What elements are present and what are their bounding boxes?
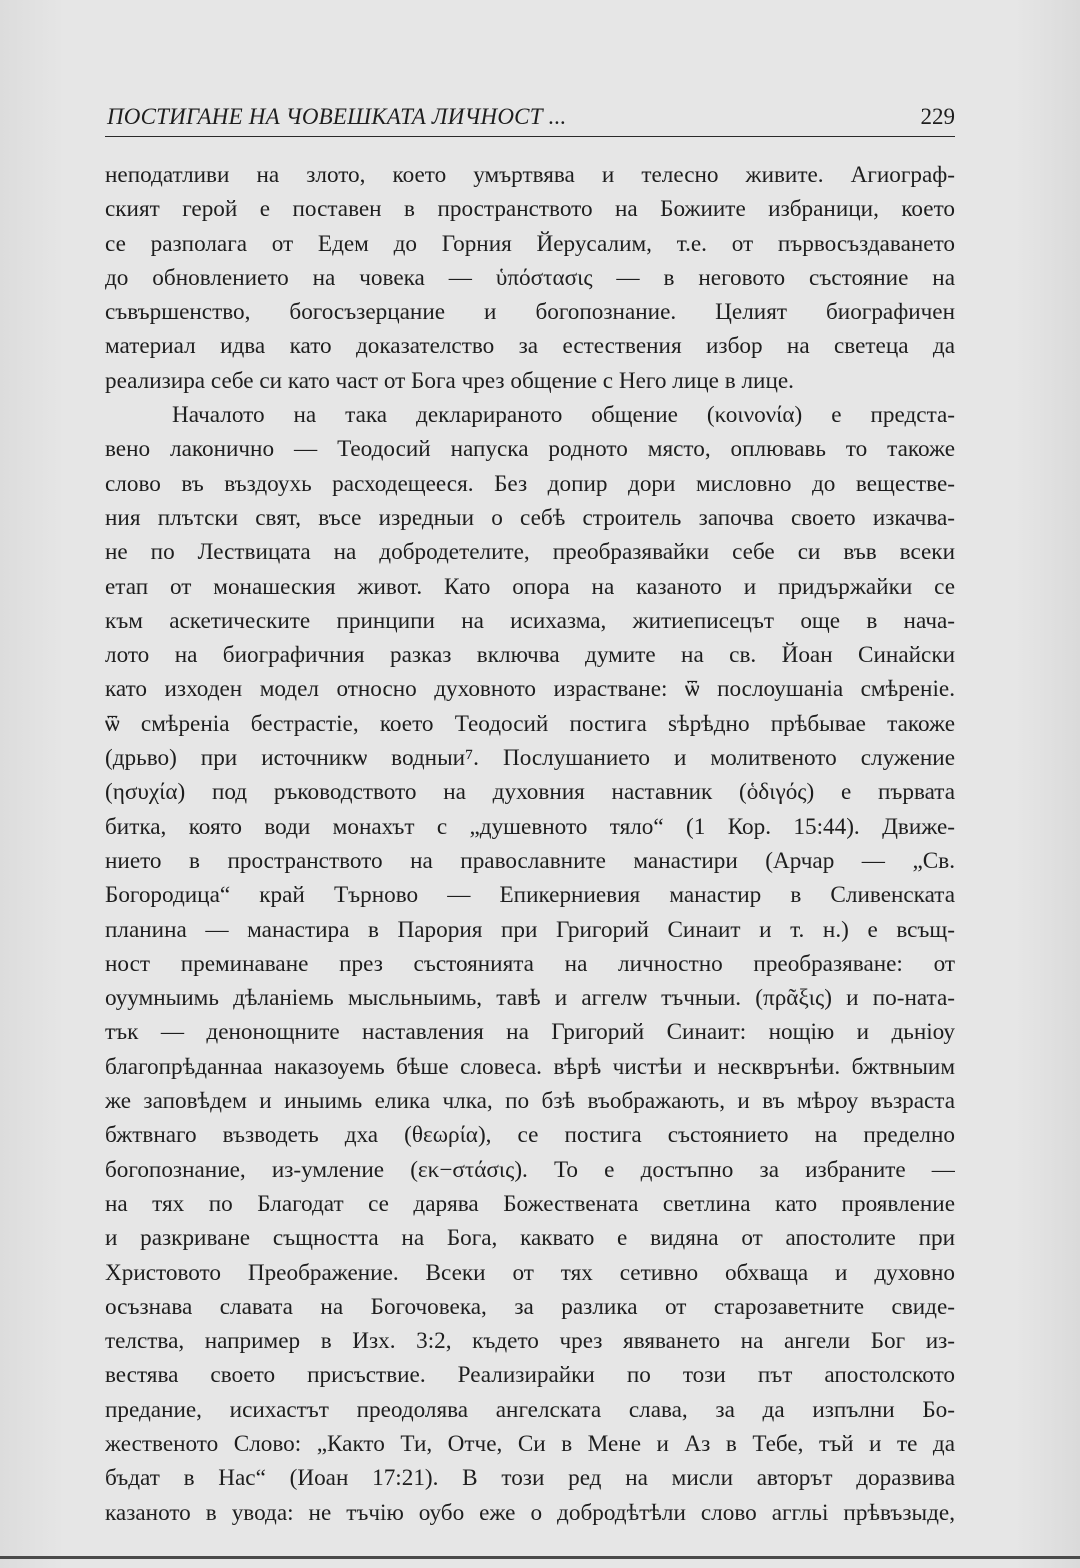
running-header bbox=[105, 96, 955, 137]
text-line: планина — манастира в Парория при Григорий Синаит и т. н.) е всъщ- bbox=[105, 916, 955, 943]
text-line: тък — денонощните наставления на Григорий Синаит: нощію и дьніоу bbox=[105, 1019, 955, 1046]
text-line: неподатливи на злото, което умъртвява и телесно живите. Агиограф- bbox=[105, 162, 955, 188]
running-title: ПОСТИГАНЕ НА ЧОВЕШКАТА ЛИЧНОСТ ... bbox=[107, 104, 567, 129]
text-line: нието в пространството на православните манастири (Арчар — „Св. bbox=[105, 847, 955, 874]
body-text bbox=[105, 158, 955, 1530]
text-line: до обновлението на човека — ὑπόστασις — в неговото състояние на bbox=[105, 264, 955, 291]
text-line: като изходен модел относно духовното израстване: ѿ послоушаніа смѣреніе. bbox=[105, 676, 955, 703]
bottom-edge-rule bbox=[0, 1556, 1080, 1559]
text-line: Богородица“ край Търново — Епикерниевия манастир в Сливенската bbox=[105, 882, 955, 909]
text-line: (ησυχία) под ръководството на духовния наставник (ὁδιγός) е първата bbox=[105, 779, 955, 806]
text-line: слово въ въздоухь расходещееся. Без допир дори мисловно до веществе- bbox=[105, 470, 955, 497]
text-line: ският герой е поставен в пространството на Божиите избраници, което bbox=[105, 196, 955, 223]
text-line: бъдат в Нас“ (Иоан 17:21). В този ред на мисли авторът доразвива bbox=[105, 1465, 955, 1492]
text-line: вено лаконично — Теодосий напуска родното място, оплювавь то такоже bbox=[105, 436, 955, 463]
text-line: оуумныимь дѣланіемь мысльныимь, тавѣ и аггелѡ тъчныи. (πρᾶξις) и по-ната- bbox=[105, 985, 955, 1012]
text-line: не по Лествицата на добродетелите, преобразявайки себе си във всеки bbox=[105, 539, 955, 566]
text-line: ѿ смѣреніа бестрастіе, което Теодосий постига ѕѣрѣдно прѣбывае такоже bbox=[105, 710, 955, 737]
text-line: предание, исихастът преодолява ангелската слава, за да изпълни Бо- bbox=[105, 1396, 955, 1423]
text-line: ния плътски свят, въсе изредныи о себѣ строитель започва своето изкачва- bbox=[105, 504, 955, 531]
text-line: към аскетическите принципи на исихазма, житиеписецът още в нача- bbox=[105, 607, 955, 634]
text-line: телства, например в Изх. 3:2, където чрез явяването на ангели Бог из- bbox=[105, 1328, 955, 1355]
text-line: и разкриване същността на Бога, каквато е видяна от апостолите при bbox=[105, 1225, 955, 1252]
text-line: лото на биографичния разказ включва думите на св. Йоан Синайски bbox=[105, 642, 955, 669]
page-number: 229 bbox=[920, 104, 955, 129]
text-line: ност преминаване през състоянията на личностно преобразяване: от bbox=[105, 950, 955, 977]
text-line: благопрѣданнаа наказоуемь бѣше словеса. вѣрѣ чистѣи и нескврънѣи. бжтвныим bbox=[105, 1053, 955, 1080]
text-line: жественото Слово: „Както Ти, Отче, Си в Мене и Аз в Тебе, тъй и те да bbox=[105, 1430, 955, 1457]
text-line: казаното в увода: не тъчію оубо еже о добродѣтѣли слово аггльі прѣвъзыде, bbox=[105, 1499, 955, 1526]
text-line: на тях по Благодат се дарява Божествената светлина като проявление bbox=[105, 1190, 955, 1217]
text-line: съвършенство, богосъзерцание и богопознание. Целият биографичен bbox=[105, 299, 955, 326]
text-line: материал идва като доказателство за естествения избор на светеца да bbox=[105, 333, 955, 360]
text-line: вестява своето присъствие. Реализирайки по този път апостолското bbox=[105, 1362, 955, 1389]
text-line: бжтвнаго възводеть дха (θεωρία), се постига състоянието на пределно bbox=[105, 1122, 955, 1149]
text-line: се разполага от Едем до Горния Йерусалим, т.е. от първосъздаването bbox=[105, 230, 955, 257]
text-line: (дрьво) при источникѡ водныи⁷. Послушанието и молитвеното служение bbox=[105, 745, 955, 772]
text-line: реализира себе си като част от Бога чрез общение с Него лице в лице. bbox=[105, 367, 794, 394]
text-line: осъзнава славата на Богочовека, за разлика от старозаветните свиде- bbox=[105, 1293, 955, 1320]
text-line: етап от монашеския живот. Като опора на казаното и придържайки се bbox=[105, 573, 955, 600]
text-line: богопознание, из-умление (εκ−στάσις). То е достъпно за избраните — bbox=[105, 1156, 955, 1183]
text-line: битка, която води монахът с „душевното тяло“ (1 Кор. 15:44). Движе- bbox=[105, 813, 955, 840]
text-line: Христовото Преображение. Всеки от тях сетивно обхваща и духовно bbox=[105, 1259, 955, 1286]
text-line: же заповѣдем и иныимь елика члка, по бзѣ въображають, и въ мѣроу възраста bbox=[105, 1088, 955, 1115]
paragraph-first-line: Началото на така декларираното общение (κοινονία) е предста- bbox=[172, 402, 955, 429]
